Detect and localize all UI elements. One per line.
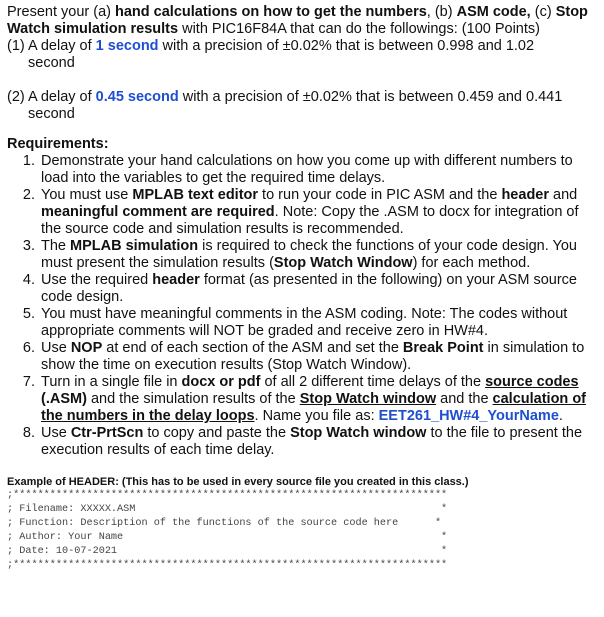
- r4-c: format (as presented in the following) on your ASM source code design.: [41, 272, 577, 305]
- r6-d: Break Point: [402, 340, 484, 356]
- task-2-suffix: with a precision of ±0.02% that is between 0.459 and 0.441: [178, 89, 563, 105]
- intro-text-2: , (b): [426, 4, 457, 20]
- header-line: ; Author: Your Name *: [7, 532, 448, 543]
- requirement-1-text: Demonstrate your hand calculations on how you come up with different numbers to load into the variables to get the required time delays.: [41, 153, 573, 186]
- r4-b: header: [152, 272, 200, 288]
- r3-b: MPLAB simulation: [70, 238, 199, 254]
- requirement-8: [39, 425, 599, 459]
- r7-b: docx or pdf: [181, 374, 261, 390]
- r3-e: ) for each method.: [412, 255, 531, 271]
- r2-b: MPLAB text editor: [132, 187, 259, 203]
- r3-d: Stop Watch Window: [273, 255, 413, 271]
- r2-g: . Note: Copy the .ASM to docx for integration of the source code and simulation results is recommended.: [41, 204, 579, 237]
- task-1-suffix: with a precision of ±0.02% that is between 0.998 and 1.02: [158, 38, 535, 54]
- requirement-4: [39, 272, 599, 306]
- header-line: ; Date: 10-07-2021 *: [7, 546, 448, 557]
- r2-f: meaningful comment are required: [41, 204, 275, 220]
- intro-text-3: (c): [530, 4, 556, 20]
- intro-text-4: with PIC16F84A that can do the followings: (100 Points): [178, 21, 540, 37]
- r7-asm: (.ASM): [41, 391, 87, 407]
- r8-d: Stop Watch window: [290, 425, 427, 441]
- r7-j: . Name you file as:: [254, 408, 379, 424]
- requirements-title: Requirements:: [7, 136, 109, 152]
- r7-l: .: [558, 408, 563, 424]
- r6-e: in simulation to show the time on execution results (Stop Watch Window).: [41, 340, 585, 373]
- r4-a: Use the required: [41, 272, 153, 288]
- r6-c: at end of each section of the ASM and set the: [102, 340, 403, 356]
- r7-h: and the: [436, 391, 493, 407]
- header-line: ;***********************************************************************: [7, 560, 448, 571]
- r8-c: to copy and paste the: [143, 425, 291, 441]
- r6-a: Use: [41, 340, 71, 356]
- task-1: [7, 38, 599, 72]
- requirement-6: [39, 340, 599, 374]
- header-line: ; Filename: XXXXX.ASM *: [7, 504, 448, 515]
- r7-calculation: calculation of the numbers in the delay loops: [41, 391, 587, 424]
- requirement-5-text: You must have meaningful comments in the ASM coding. Note: The codes without appropriate comments will NOT be graded and receive zero in HW#4.: [41, 306, 568, 339]
- r7-stopwatch-window: Stop Watch window: [299, 391, 437, 407]
- r2-d: header: [501, 187, 550, 203]
- r7-a: Turn in a single file in: [41, 374, 182, 390]
- header-line: ;***********************************************************************: [7, 490, 448, 501]
- requirement-7: [39, 374, 599, 425]
- r7-f: and the simulation results of the: [86, 391, 300, 407]
- intro-paragraph: [7, 4, 599, 38]
- intro-bold-asm: ASM code,: [456, 4, 531, 20]
- requirement-1: [39, 153, 599, 187]
- task-1-value: 1 second: [95, 38, 159, 54]
- r6-b: NOP: [70, 340, 103, 356]
- intro-bold-calculations: hand calculations on how to get the numbers: [115, 4, 427, 20]
- intro-bold-stopwatch: Stop Watch simulation results: [7, 4, 588, 37]
- r3-c: is required to check the functions of your code design. You must present the simulation results (: [41, 238, 577, 271]
- task-2-cont: second: [28, 106, 75, 122]
- header-line: ; Function: Description of the functions of the source code here *: [7, 518, 442, 529]
- requirement-2: [39, 187, 599, 238]
- intro-text-1: Present your (a): [7, 4, 115, 20]
- example-header-code: [7, 489, 599, 573]
- r7-c: of all 2 different time delays of the: [260, 374, 486, 390]
- spacer: [7, 72, 599, 89]
- assignment-page: [7, 4, 599, 573]
- r2-e: and: [549, 187, 578, 203]
- r7-filename: EET261_HW#4_YourName: [378, 408, 559, 424]
- requirement-3: [39, 238, 599, 272]
- task-2-value: 0.45 second: [95, 89, 179, 105]
- example-header-title: Example of HEADER: (This has to be used in every source file you created in this class.): [7, 476, 469, 488]
- requirements-list: [7, 153, 599, 459]
- r8-b: Ctr-PrtScn: [70, 425, 144, 441]
- requirement-5: [39, 306, 599, 340]
- task-1-cont: second: [28, 55, 75, 71]
- task-2: [7, 89, 599, 123]
- r2-c: to run your code in PIC ASM and the: [258, 187, 502, 203]
- r8-a: Use: [41, 425, 71, 441]
- r7-source-codes: source codes: [485, 374, 579, 390]
- task-2-prefix: (2) A delay of: [7, 89, 96, 105]
- r8-e: to the file to present the execution results of each time delay.: [41, 425, 583, 458]
- task-1-prefix: (1) A delay of: [7, 38, 96, 54]
- r2-a: You must use: [41, 187, 133, 203]
- r3-a: The: [41, 238, 71, 254]
